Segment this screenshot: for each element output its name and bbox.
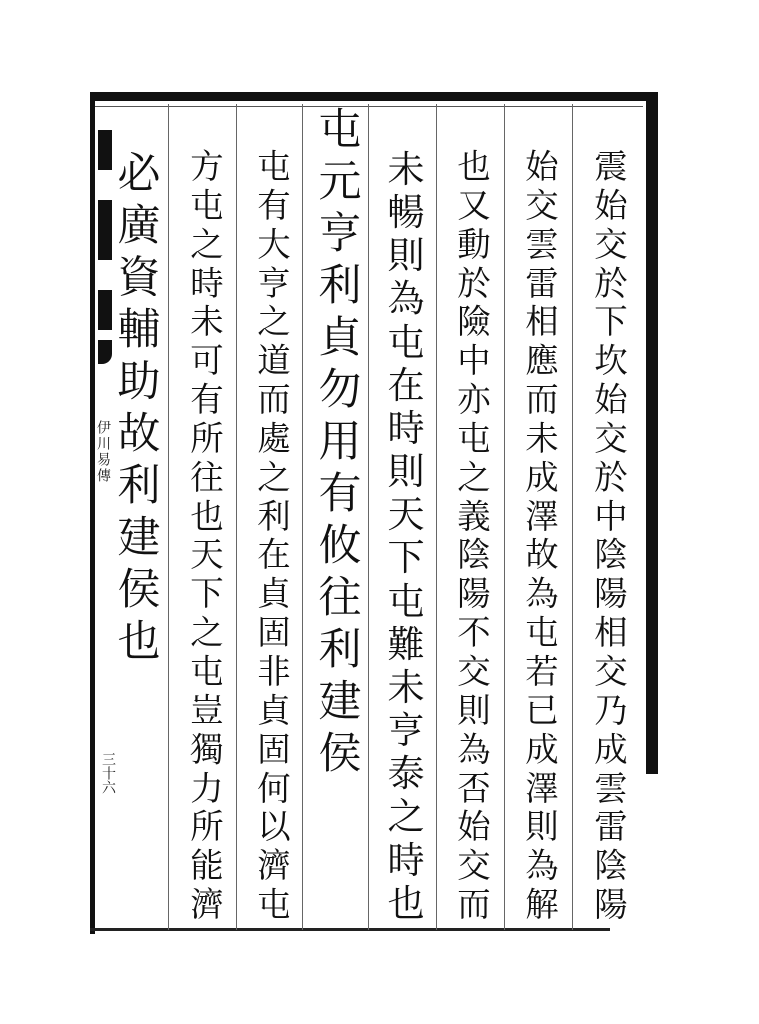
text-column-6 (246, 148, 302, 925)
glyph: 交 (457, 846, 491, 886)
glyph: 侯 (318, 729, 362, 779)
glyph: 處 (257, 418, 291, 458)
glyph: 成 (525, 729, 559, 769)
glyph: 可 (190, 341, 224, 381)
glyph: 於 (594, 457, 628, 497)
column-rule (302, 104, 303, 930)
glyph: 之 (257, 302, 291, 342)
glyph: 始 (457, 807, 491, 847)
glyph: 應 (525, 341, 559, 381)
glyph: 雷 (525, 263, 559, 303)
glyph: 元 (318, 157, 362, 207)
glyph: 以 (257, 807, 291, 847)
glyph: 屯 (190, 185, 224, 225)
glyph: 交 (525, 185, 559, 225)
glyph: 豈 (190, 690, 224, 730)
glyph: 用 (318, 417, 362, 467)
glyph: 故 (525, 535, 559, 575)
text-column-5 (312, 104, 368, 780)
glyph: 往 (190, 457, 224, 497)
glyph: 獨 (190, 729, 224, 769)
frame-inner-top-line (95, 106, 643, 107)
glyph: 屯 (257, 147, 291, 186)
glyph: 又 (457, 185, 491, 225)
glyph: 有 (318, 469, 362, 519)
glyph: 之 (257, 457, 291, 497)
glyph: 難 (387, 622, 425, 666)
fish-tail-mark (98, 200, 112, 260)
glyph: 時 (190, 263, 224, 303)
glyph: 陰 (594, 846, 628, 886)
glyph: 也 (117, 617, 161, 667)
glyph: 坎 (594, 341, 628, 381)
glyph: 之 (190, 613, 224, 653)
glyph: 暢 (387, 191, 425, 235)
glyph: 陽 (457, 574, 491, 614)
glyph: 大 (257, 224, 291, 264)
glyph: 若 (525, 651, 559, 691)
glyph: 動 (457, 224, 491, 264)
glyph: 成 (525, 457, 559, 497)
glyph: 陰 (594, 535, 628, 575)
glyph: 而 (525, 380, 559, 420)
glyph: 濟 (190, 885, 224, 925)
glyph: 泰 (387, 752, 425, 796)
glyph: 陰 (457, 535, 491, 575)
glyph: 未 (190, 302, 224, 342)
glyph: 否 (457, 768, 491, 808)
glyph: 天 (190, 535, 224, 575)
glyph: 相 (594, 613, 628, 653)
glyph: 利 (257, 496, 291, 536)
glyph: 雲 (594, 768, 628, 808)
glyph: 助 (117, 357, 161, 407)
column-rule (168, 104, 169, 930)
glyph: 貞 (257, 690, 291, 730)
glyph: 侯 (117, 565, 161, 615)
glyph: 在 (257, 535, 291, 575)
glyph: 始 (594, 380, 628, 420)
column-rule (504, 104, 505, 930)
glyph: 亨 (257, 263, 291, 303)
glyph: 成 (594, 729, 628, 769)
glyph: 屯 (318, 105, 362, 155)
glyph: 乃 (594, 690, 628, 730)
glyph: 則 (525, 807, 559, 847)
text-column-7 (179, 148, 235, 925)
fish-tail-mark (98, 290, 112, 330)
glyph: 屯 (190, 651, 224, 691)
glyph: 廣 (117, 201, 161, 251)
glyph: 所 (190, 418, 224, 458)
glyph: 則 (457, 690, 491, 730)
glyph: 下 (387, 536, 425, 580)
glyph: 亦 (457, 380, 491, 420)
glyph: 屯 (387, 579, 425, 623)
glyph: 陽 (594, 574, 628, 614)
spine-title: 伊川易傳 (95, 420, 111, 484)
glyph: 未 (387, 148, 425, 191)
glyph: 屯 (457, 418, 491, 458)
glyph: 也 (387, 881, 425, 925)
glyph: 輔 (117, 305, 161, 355)
glyph: 交 (594, 418, 628, 458)
glyph: 屯 (387, 320, 425, 364)
glyph: 中 (594, 496, 628, 536)
glyph: 方 (190, 147, 224, 186)
glyph: 雲 (525, 224, 559, 264)
glyph: 陽 (594, 885, 628, 925)
text-column-2 (514, 148, 570, 925)
glyph: 於 (594, 263, 628, 303)
glyph: 亨 (318, 209, 362, 259)
glyph: 屯 (525, 613, 559, 653)
glyph: 而 (257, 380, 291, 420)
glyph: 則 (387, 450, 425, 494)
column-rule (368, 104, 369, 930)
glyph: 能 (190, 846, 224, 886)
glyph: 道 (257, 341, 291, 381)
glyph: 解 (525, 885, 559, 925)
glyph: 必 (117, 149, 161, 199)
glyph: 往 (318, 573, 362, 623)
glyph: 貞 (257, 574, 291, 614)
glyph: 也 (190, 496, 224, 536)
column-rule (436, 104, 437, 930)
glyph: 之 (387, 795, 425, 839)
glyph: 中 (457, 341, 491, 381)
glyph: 所 (190, 807, 224, 847)
glyph: 已 (525, 690, 559, 730)
glyph: 天 (387, 493, 425, 537)
glyph: 建 (318, 677, 362, 727)
glyph: 不 (457, 613, 491, 653)
frame-right-border (646, 92, 658, 774)
frame-top-border (90, 92, 658, 101)
column-rule (236, 104, 237, 930)
glyph: 貞 (318, 313, 362, 363)
glyph: 為 (457, 729, 491, 769)
glyph: 有 (257, 185, 291, 225)
glyph: 有 (190, 380, 224, 420)
glyph: 險 (457, 302, 491, 342)
text-column-8 (111, 148, 167, 668)
glyph: 亨 (387, 709, 425, 753)
glyph: 澤 (525, 768, 559, 808)
glyph: 未 (525, 418, 559, 458)
glyph: 澤 (525, 496, 559, 536)
glyph: 力 (190, 768, 224, 808)
glyph: 始 (525, 147, 559, 186)
glyph: 始 (594, 185, 628, 225)
glyph: 下 (190, 574, 224, 614)
glyph: 則 (387, 234, 425, 278)
glyph: 交 (457, 651, 491, 691)
glyph: 勿 (318, 365, 362, 415)
glyph: 之 (457, 457, 491, 497)
glyph: 濟 (257, 846, 291, 886)
glyph: 於 (457, 263, 491, 303)
glyph: 震 (594, 147, 628, 186)
glyph: 非 (257, 651, 291, 691)
glyph: 為 (525, 846, 559, 886)
glyph: 之 (190, 224, 224, 264)
text-column-4 (378, 148, 434, 925)
glyph: 資 (117, 253, 161, 303)
glyph: 為 (525, 574, 559, 614)
glyph: 建 (117, 513, 161, 563)
glyph: 義 (457, 496, 491, 536)
glyph: 在 (387, 363, 425, 407)
glyph: 利 (318, 625, 362, 675)
glyph: 利 (117, 461, 161, 511)
glyph: 故 (117, 409, 161, 459)
glyph: 利 (318, 261, 362, 311)
glyph: 下 (594, 302, 628, 342)
glyph: 為 (387, 277, 425, 321)
glyph: 固 (257, 613, 291, 653)
text-column-1 (583, 148, 639, 925)
text-column-3 (446, 148, 502, 925)
glyph: 雷 (594, 807, 628, 847)
glyph: 相 (525, 302, 559, 342)
glyph: 而 (457, 885, 491, 925)
fish-tail-mark (98, 130, 112, 170)
glyph: 何 (257, 768, 291, 808)
glyph: 交 (594, 651, 628, 691)
glyph: 時 (387, 406, 425, 450)
glyph: 交 (594, 224, 628, 264)
page-number: 三十六 (100, 752, 116, 794)
glyph: 攸 (318, 521, 362, 571)
glyph: 也 (457, 147, 491, 186)
glyph: 未 (387, 665, 425, 709)
glyph: 固 (257, 729, 291, 769)
glyph: 時 (387, 838, 425, 882)
column-rule (572, 104, 573, 930)
glyph: 屯 (257, 885, 291, 925)
